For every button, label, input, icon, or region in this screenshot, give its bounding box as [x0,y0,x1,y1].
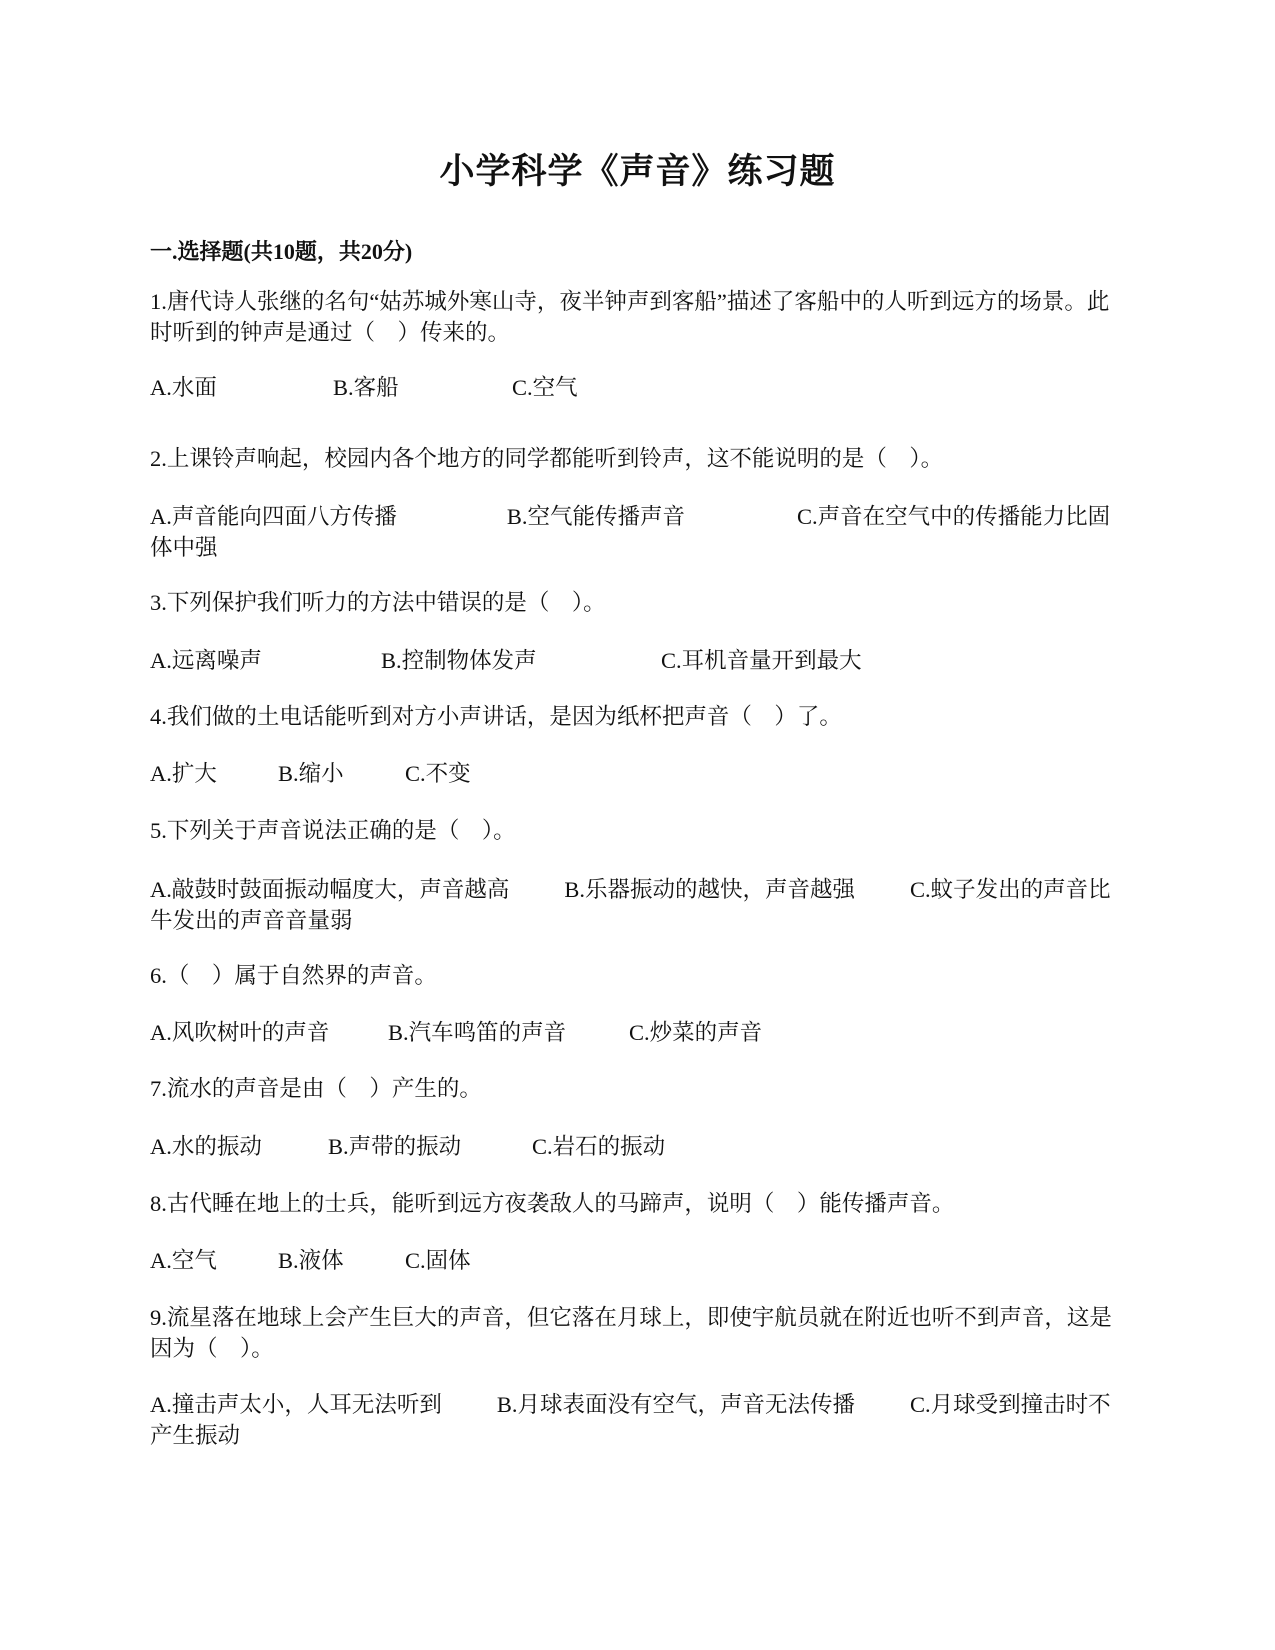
q4-option-c: C.不变 [405,761,471,786]
question-3: 3.下列保护我们听力的方法中错误的是（ ）。 [150,590,606,615]
question-4: 4.我们做的土电话能听到对方小声讲话，是因为纸杯把声音（ ）了。 [150,704,842,729]
q1-option-a: A.水面 [150,375,217,400]
question-9: 9.流星落在地球上会产生巨大的声音，但它落在月球上，即使宇航员就在附近也听不到声音，这是因为（ ）。 [150,1305,1112,1361]
question-5: 5.下列关于声音说法正确的是（ ）。 [150,818,516,843]
q8-option-b: B.液体 [278,1248,344,1273]
question-8: 8.古代睡在地上的士兵，能听到远方夜袭敌人的马蹄声，说明（ ）能传播声音。 [150,1191,955,1216]
q2-option-b: B.空气能传播声音 [506,504,686,529]
section-heading: 一.选择题(共10题，共20分) [150,239,413,264]
q5-options [150,874,1125,936]
q7-option-a: A.水的振动 [150,1134,262,1159]
q1-option-c: C.空气 [512,375,578,400]
q5-option-c: C.蚊子发出的声音比牛发出的声音音量弱 [150,877,1111,933]
q6-option-c: C.炒菜的声音 [629,1020,763,1045]
q9-option-c: C.月球受到撞击时不产生振动 [150,1392,1111,1448]
q8-option-a: A.空气 [150,1248,217,1273]
question-7: 7.流水的声音是由（ ）产生的。 [150,1076,482,1101]
q2-option-a: A.声音能向四面八方传播 [150,504,397,529]
question-2: 2.上课铃声响起，校园内各个地方的同学都能听到铃声，这不能说明的是（ ）。 [150,446,944,471]
page-title: 小学科学《声音》练习题 [439,152,836,191]
q6-option-a: A.风吹树叶的声音 [150,1020,330,1045]
q5-option-a: A.敲鼓时鼓面振动幅度大，声音越高 [150,877,510,902]
q5-option-b: B.乐器振动的越快，声音越强 [564,877,856,902]
q8-option-c: C.固体 [405,1248,471,1273]
q2-options [150,501,1125,563]
question-1: 1.唐代诗人张继的名句“姑苏城外寒山寺，夜半钟声到客船”描述了客船中的人听到远方的场景。此时听到的钟声是通过（ ）传来的。 [150,289,1110,345]
q3-option-b: B.控制物体发声 [381,648,537,673]
q7-option-b: B.声带的振动 [328,1134,462,1159]
q9-option-a: A.撞击声太小，人耳无法听到 [150,1392,442,1417]
question-6: 6.（ ）属于自然界的声音。 [150,963,437,988]
q1-option-b: B.客船 [333,375,399,400]
q4-option-a: A.扩大 [150,761,217,786]
q3-option-a: A.远离噪声 [150,648,262,673]
q9-option-b: B.月球表面没有空气，声音无法传播 [496,1392,856,1417]
q2-option-c: C.声音在空气中的传播能力比固体中强 [150,504,1111,560]
q9-options [150,1389,1125,1451]
q6-option-b: B.汽车鸣笛的声音 [388,1020,567,1045]
q7-option-c: C.岩石的振动 [532,1134,666,1159]
q4-option-b: B.缩小 [278,761,344,786]
q3-option-c: C.耳机音量开到最大 [661,648,862,673]
